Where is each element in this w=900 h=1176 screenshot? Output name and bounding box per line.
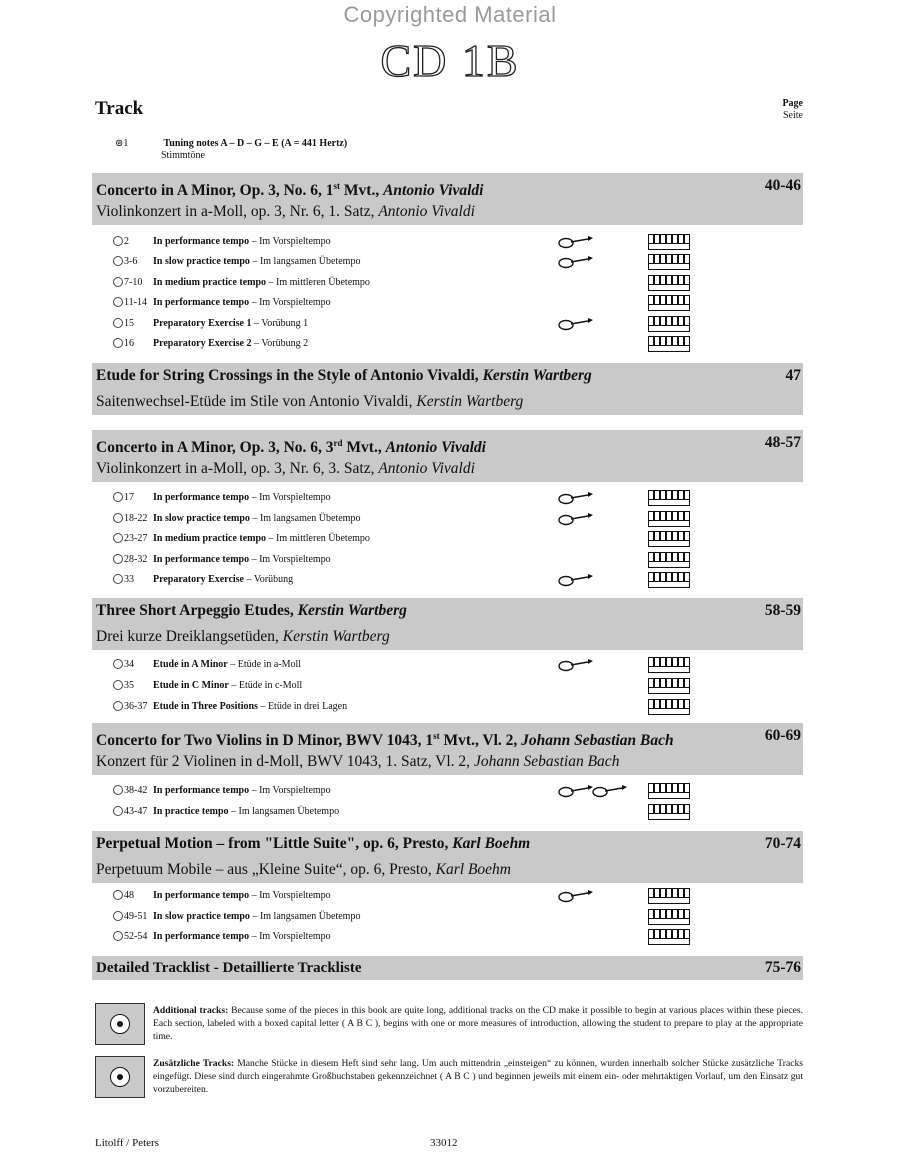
piano-icon — [648, 316, 690, 332]
piano-icon — [648, 909, 690, 925]
footer-number: 33012 — [430, 1137, 458, 1149]
cd-icon — [113, 338, 123, 348]
section-composer-de: Antonio Vivaldi — [378, 203, 475, 220]
section-header — [92, 363, 803, 415]
track-number: 43-47 — [124, 806, 148, 817]
piano-icon — [648, 275, 690, 291]
track-title-de: Im langsamen Übetempo — [259, 911, 361, 922]
section-header — [92, 723, 803, 775]
track-row[interactable]: 16 Preparatory Exercise 2 – Vorübung 2 — [113, 334, 308, 354]
piano-icon — [648, 804, 690, 820]
copyright-watermark: Copyrighted Material — [343, 2, 557, 27]
track-number: 15 — [124, 318, 134, 329]
track-title-de: Etüde in drei Lagen — [267, 701, 348, 712]
piano-icon — [648, 336, 690, 352]
track-title-de: Im langsamen Übetempo — [259, 256, 361, 267]
track-title-de: Vorübung 1 — [261, 318, 309, 329]
section-title-de: Konzert für 2 Violinen in d-Moll, BWV 1043, 1. Satz, Vl. 2, — [96, 753, 471, 770]
track-number: 34 — [124, 659, 134, 670]
track-number: 52-54 — [124, 931, 148, 942]
track-row[interactable]: 36-37 Etude in Three Positions – Etüde in drei Lagen — [113, 697, 347, 717]
track-title-de: Etüde in c-Moll — [238, 680, 303, 691]
track-title-en: In slow practice tempo — [153, 911, 250, 922]
section-header — [92, 831, 803, 883]
cd-icon — [113, 297, 123, 307]
piano-icon — [648, 657, 690, 673]
violin-icon — [558, 573, 594, 587]
cd-icon — [113, 236, 123, 246]
violin-icon — [558, 784, 630, 798]
track-title-en: In performance tempo — [153, 492, 250, 503]
cd-icon — [113, 256, 123, 266]
track-title-en: In performance tempo — [153, 236, 250, 247]
track-title-en: Preparatory Exercise 1 — [153, 318, 252, 329]
section-composer-de: Antonio Vivaldi — [378, 460, 475, 477]
note-label-de: Zusätzliche Tracks: — [153, 1058, 235, 1069]
track-title-en: In performance tempo — [153, 890, 250, 901]
section-header — [92, 956, 803, 980]
piano-icon — [648, 552, 690, 568]
track-number: 28-32 — [124, 554, 148, 565]
cd-title: CD 1B — [380, 35, 520, 86]
cd-icon — [113, 554, 123, 564]
section-composer-de: Kerstin Wartberg — [416, 393, 524, 410]
section-pages: 47 — [785, 367, 801, 384]
section-title-en: Perpetual Motion – from "Little Suite", op. 6, Presto, — [96, 835, 449, 852]
track-title-de: Im mittleren Übetempo — [276, 277, 370, 288]
track-title-de: Im Vorspieltempo — [259, 492, 331, 503]
cd-note-icon — [95, 1056, 145, 1098]
section-pages: 58-59 — [764, 602, 801, 619]
piano-icon — [648, 531, 690, 547]
track-title-en: In performance tempo — [153, 785, 250, 796]
cd-icon — [113, 931, 123, 941]
section-composer: Kerstin Wartberg — [297, 602, 407, 619]
track-number: 1 — [123, 138, 129, 149]
violin-icon — [558, 658, 594, 672]
cd-icon — [113, 890, 123, 900]
track-title-en: In practice tempo — [153, 806, 229, 817]
track-row[interactable]: 11-14 In performance tempo – Im Vorspieltempo — [113, 293, 331, 313]
track-title-de: Etüde in a-Moll — [237, 659, 302, 670]
track-row[interactable]: 33 Preparatory Exercise – Vorübung — [113, 570, 293, 590]
piano-icon — [648, 699, 690, 715]
section-pages: 48-57 — [764, 434, 801, 451]
seite-label: Seite — [783, 110, 803, 121]
zusaetzliche-tracks-note — [153, 1057, 803, 1096]
section-composer-de: Johann Sebastian Bach — [473, 753, 620, 770]
section-header — [92, 173, 803, 225]
track-title-en: Etude in Three Positions — [153, 701, 258, 712]
section-composer-de: Kerstin Wartberg — [282, 628, 390, 645]
cd-icon — [113, 680, 123, 690]
section-composer: Johann Sebastian Bach — [521, 732, 674, 750]
track-title-de: Im langsamen Übetempo — [238, 806, 340, 817]
section-composer-de: Karl Boehm — [435, 861, 511, 878]
additional-tracks-note — [153, 1004, 803, 1043]
cd-icon — [113, 659, 123, 669]
violin-icon — [558, 491, 594, 505]
track-row[interactable]: 38-42 In performance tempo – Im Vorspieltempo — [113, 781, 331, 801]
track-row[interactable]: 3-6 In slow practice tempo – Im langsamen Übetempo — [113, 252, 360, 272]
track-number: 35 — [124, 680, 134, 691]
track-row[interactable]: 28-32 In performance tempo – Im Vorspieltempo — [113, 550, 331, 570]
section-composer: Antonio Vivaldi — [385, 439, 486, 457]
track-title-de: Im mittleren Übetempo — [276, 533, 370, 544]
section-title-de: Drei kurze Dreiklangsetüden, — [96, 628, 279, 645]
section-title-en: Etude for String Crossings in the Style of Antonio Vivaldi, — [96, 367, 479, 384]
track-title-en: In medium practice tempo — [153, 277, 267, 288]
piano-icon — [648, 929, 690, 945]
section-composer: Antonio Vivaldi — [383, 182, 484, 200]
track-title-de: Vorübung — [253, 574, 294, 585]
track-number: 18-22 — [124, 513, 148, 524]
track-row[interactable]: 34 Etude in A Minor – Etüde in a-Moll — [113, 655, 301, 675]
page-column-header — [782, 98, 803, 122]
track-row[interactable]: 17 In performance tempo – Im Vorspieltempo — [113, 488, 331, 508]
track-title-en: Tuning notes A – D – G – E (A = 441 Hertz) — [163, 138, 348, 149]
track-title-en: Etude in C Minor — [153, 680, 229, 691]
section-title-de: Violinkonzert in a-Moll, op. 3, Nr. 6, 1. Satz, — [96, 203, 375, 220]
note-text-en: Because some of the pieces in this book are quite long, additional tracks on the CD make it possible to begin at various places within these pieces. Each section, labeled with a boxed capital letter ( A B C ), begins with one or more measures of introduction, allowing the student to prepare to play at the appropriate time. — [153, 1005, 803, 1042]
track-row[interactable]: 18-22 In slow practice tempo – Im langsamen Übetempo — [113, 509, 360, 529]
track-number: 3-6 — [124, 256, 138, 267]
violin-icon — [558, 317, 594, 331]
section-title-en: Concerto for Two Violins in D Minor, BWV 1043, 1st Mvt., Vl. 2, — [96, 731, 518, 750]
track-title-de: Im Vorspieltempo — [259, 297, 331, 308]
track-title-en: Preparatory Exercise 2 — [153, 338, 252, 349]
track-title-en: Etude in A Minor — [153, 659, 228, 670]
section-title-de: Perpetuum Mobile – aus „Kleine Suite“, op. 6, Presto, — [96, 861, 432, 878]
track-row[interactable]: 35 Etude in C Minor – Etüde in c-Moll — [113, 676, 302, 696]
track-row[interactable]: 48 In performance tempo – Im Vorspieltempo — [113, 886, 331, 906]
track-number: 17 — [124, 492, 134, 503]
cd-icon — [113, 318, 123, 328]
cd-icon — [113, 574, 123, 584]
cd-icon — [113, 492, 123, 502]
track-number: 49-51 — [124, 911, 148, 922]
track-number: 48 — [124, 890, 134, 901]
track-title-de: Vorübung 2 — [261, 338, 309, 349]
cd-icon — [113, 785, 123, 795]
cd-icon — [113, 513, 123, 523]
track-row[interactable]: 2 In performance tempo – Im Vorspieltempo — [113, 232, 331, 252]
cd-icon — [113, 701, 123, 711]
section-pages: 60-69 — [764, 727, 801, 744]
track-row[interactable]: 43-47 In practice tempo – Im langsamen Übetempo — [113, 802, 339, 822]
track-title-de: Stimmtöne — [161, 150, 205, 161]
piano-icon — [648, 511, 690, 527]
track-title-de: Im Vorspieltempo — [259, 554, 331, 565]
track-row[interactable]: 15 Preparatory Exercise 1 – Vorübung 1 — [113, 314, 308, 334]
note-label-en: Additional tracks: — [153, 1005, 229, 1016]
section-header — [92, 430, 803, 482]
piano-icon — [648, 234, 690, 250]
track-title-en: In performance tempo — [153, 554, 250, 565]
track-title-en: Preparatory Exercise — [153, 574, 244, 585]
section-title-en: Three Short Arpeggio Etudes, — [96, 602, 294, 619]
track-number: 38-42 — [124, 785, 148, 796]
track-title-en: In performance tempo — [153, 297, 250, 308]
track-title-en: In slow practice tempo — [153, 513, 250, 524]
section-title-en: Concerto in A Minor, Op. 3, No. 6, 3rd Mvt., — [96, 438, 382, 457]
section-title-en: Detailed Tracklist - — [96, 960, 219, 976]
track-title-de: Im Vorspieltempo — [259, 785, 331, 796]
section-header — [92, 598, 803, 650]
track-number: 7-10 — [124, 277, 143, 288]
piano-icon — [648, 490, 690, 506]
track-number: 23-27 — [124, 533, 148, 544]
piano-icon — [648, 783, 690, 799]
track-title-de: Im langsamen Übetempo — [259, 513, 361, 524]
track-number: 11-14 — [124, 297, 147, 308]
cd-note-icon — [95, 1003, 145, 1045]
cd-icon — [113, 277, 123, 287]
note-text-de: Manche Stücke in diesem Heft sind sehr lang. Um auch mittendrin „einsteigen“ zu können, wurden innerhalb solcher Stücke zusätzliche Tracks eingefügt. Diese sind durch eingerahmte Großbuchstaben gekennzeichnet ( A B C ) und beginnen jeweils mit einem ein- oder mehrtaktigen Vorlauf, um den Einsatz gut vorzubereiten. — [153, 1058, 803, 1095]
track-row[interactable]: 49-51 In slow practice tempo – Im langsamen Übetempo — [113, 907, 360, 927]
track-row[interactable]: 52-54 In performance tempo – Im Vorspieltempo — [113, 927, 331, 947]
track-number: 33 — [124, 574, 134, 585]
violin-icon — [558, 255, 594, 269]
violin-icon — [558, 512, 594, 526]
track-column-header: Track — [95, 98, 144, 119]
track-title-en: In performance tempo — [153, 931, 250, 942]
tuning-row[interactable]: ⊚1 Tuning notes A – D – G – E (A = 441 Hertz) Stimmtöne — [115, 138, 348, 161]
track-number: 16 — [124, 338, 134, 349]
section-composer: Kerstin Wartberg — [482, 367, 592, 384]
track-number: 2 — [124, 236, 129, 247]
section-pages: 70-74 — [764, 835, 801, 852]
piano-icon — [648, 572, 690, 588]
cd-icon — [113, 806, 123, 816]
violin-icon — [558, 235, 594, 249]
section-title-en: Concerto in A Minor, Op. 3, No. 6, 1st Mvt., — [96, 181, 380, 200]
section-pages: 75-76 — [764, 959, 801, 976]
track-row[interactable]: 23-27 In medium practice tempo – Im mittleren Übetempo — [113, 529, 370, 549]
footer-publisher: Litolff / Peters — [95, 1137, 159, 1149]
piano-icon — [648, 678, 690, 694]
section-title-de: Detaillierte Trackliste — [222, 960, 362, 976]
track-row[interactable]: 7-10 In medium practice tempo – Im mittleren Übetempo — [113, 273, 370, 293]
track-title-en: In slow practice tempo — [153, 256, 250, 267]
piano-icon — [648, 888, 690, 904]
violin-icon — [558, 889, 594, 903]
track-title-de: Im Vorspieltempo — [259, 890, 331, 901]
section-composer: Karl Boehm — [452, 835, 531, 852]
section-title-de: Violinkonzert in a-Moll, op. 3, Nr. 6, 3. Satz, — [96, 460, 375, 477]
track-title-de: Im Vorspieltempo — [259, 931, 331, 942]
piano-icon — [648, 295, 690, 311]
track-number: 36-37 — [124, 701, 148, 712]
cd-icon — [113, 911, 123, 921]
cd-icon — [113, 533, 123, 543]
piano-icon — [648, 254, 690, 270]
track-title-de: Im Vorspieltempo — [259, 236, 331, 247]
section-title-de: Saitenwechsel-Etüde im Stile von Antonio Vivaldi, — [96, 393, 413, 410]
page-label: Page — [782, 98, 803, 109]
section-pages: 40-46 — [764, 177, 801, 194]
track-title-en: In medium practice tempo — [153, 533, 267, 544]
